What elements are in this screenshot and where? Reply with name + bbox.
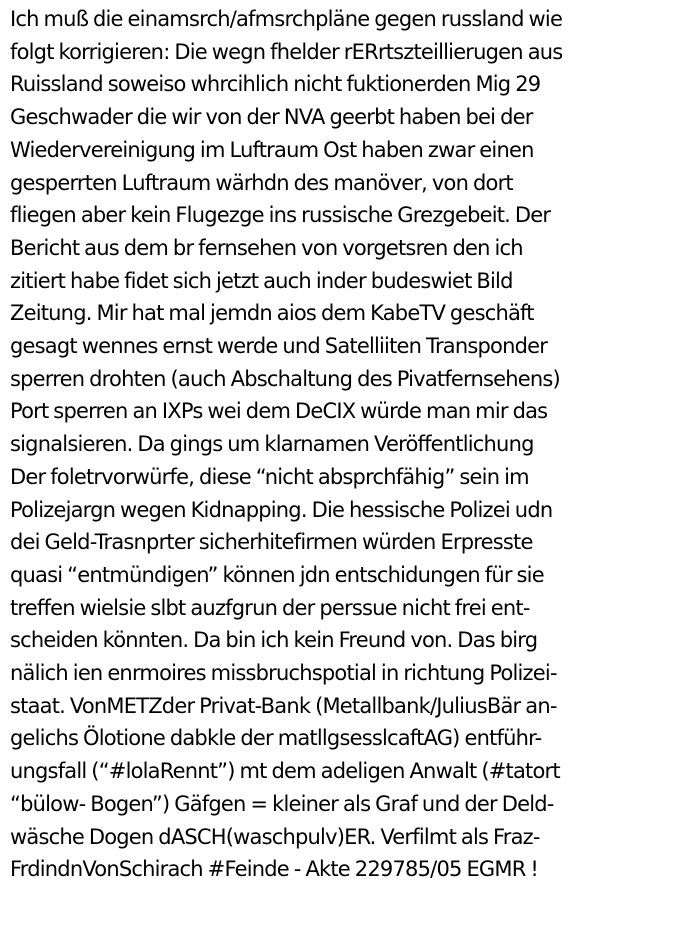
document-text — [10, 3, 682, 886]
text-line: scheiden könnten. Da bin ich kein Freund von. Das birg — [10, 628, 538, 653]
text-line: fliegen aber kein Flugezge ins russische Grezgebeit. Der — [10, 203, 551, 228]
text-line: Zeitung. Mir hat mal jemdn aios dem KabeTV geschäft — [10, 301, 534, 326]
text-line: Ich muß die einamsrch/afmsrchpläne gegen russland wie — [10, 7, 563, 31]
text-line: FrdindnVonSchirach #Feinde - Akte 229785/05 EGMR ! — [10, 857, 538, 882]
text-line: Der foletrvorwürfe, diese “nicht absprchfähig” sein im — [10, 464, 529, 489]
text-line: Polizejargn wegen Kidnapping. Die hessische Polizei udn — [10, 497, 553, 522]
text-line: signalsieren. Da gings um klarnamen Veröffentlichung — [10, 432, 534, 457]
text-line: nälich ien enrmoires missbruchspotial in richtung Polizei- — [10, 661, 557, 686]
text-line: Wiedervereinigung im Luftraum Ost haben zwar einen — [10, 137, 534, 162]
text-line: “bülow- Bogen”) Gäfgen = kleiner als Graf und der Deld- — [10, 791, 554, 816]
text-line: Port sperren an IXPs wei dem DeCIX würde man mir das — [10, 399, 548, 424]
text-line: wäsche Dogen dASCH(waschpulv)ER. Verfilmt als Fraz- — [10, 824, 540, 849]
text-line: zitiert habe fidet sich jetzt auch inder budeswiet Bild — [10, 268, 513, 293]
text-line: Ruissland soweiso whrcihlich nicht fuktionerden Mig 29 — [10, 72, 541, 97]
text-line: Geschwader die wir von der NVA geerbt haben bei der — [10, 105, 533, 130]
text-line: treffen wielsie slbt auzfgrun der perssue nicht frei ent- — [10, 595, 530, 620]
text-line: gelichs Ölotione dabkle der matllgsesslcaftAG) entführ- — [10, 726, 542, 751]
text-line: staat. VonMETZder Privat-Bank (Metallbank/JuliusBär an- — [10, 693, 557, 718]
text-line: gesagt wennes ernst werde und Satelliiten Transponder — [10, 334, 548, 359]
text-line: quasi “entmündigen” können jdn entschidungen für sie — [10, 562, 544, 587]
text-line: folgt korrigieren: Die wegn fhelder rERrtszteillierugen aus — [10, 39, 563, 64]
text-line: sperren drohten (auch Abschaltung des Pivatfernsehens) — [10, 366, 560, 391]
text-line: Bericht aus dem br fernsehen von vorgetsren den ich — [10, 235, 523, 260]
text-line: dei Geld-Trasnprter sicherhitefirmen würden Erpresste — [10, 530, 533, 555]
text-line: ungsfall (“#lolaRennt”) mt dem adeligen Anwalt (#tatort — [10, 759, 560, 784]
text-line: gesperrten Luftraum wärhdn des manöver, von dort — [10, 170, 513, 195]
